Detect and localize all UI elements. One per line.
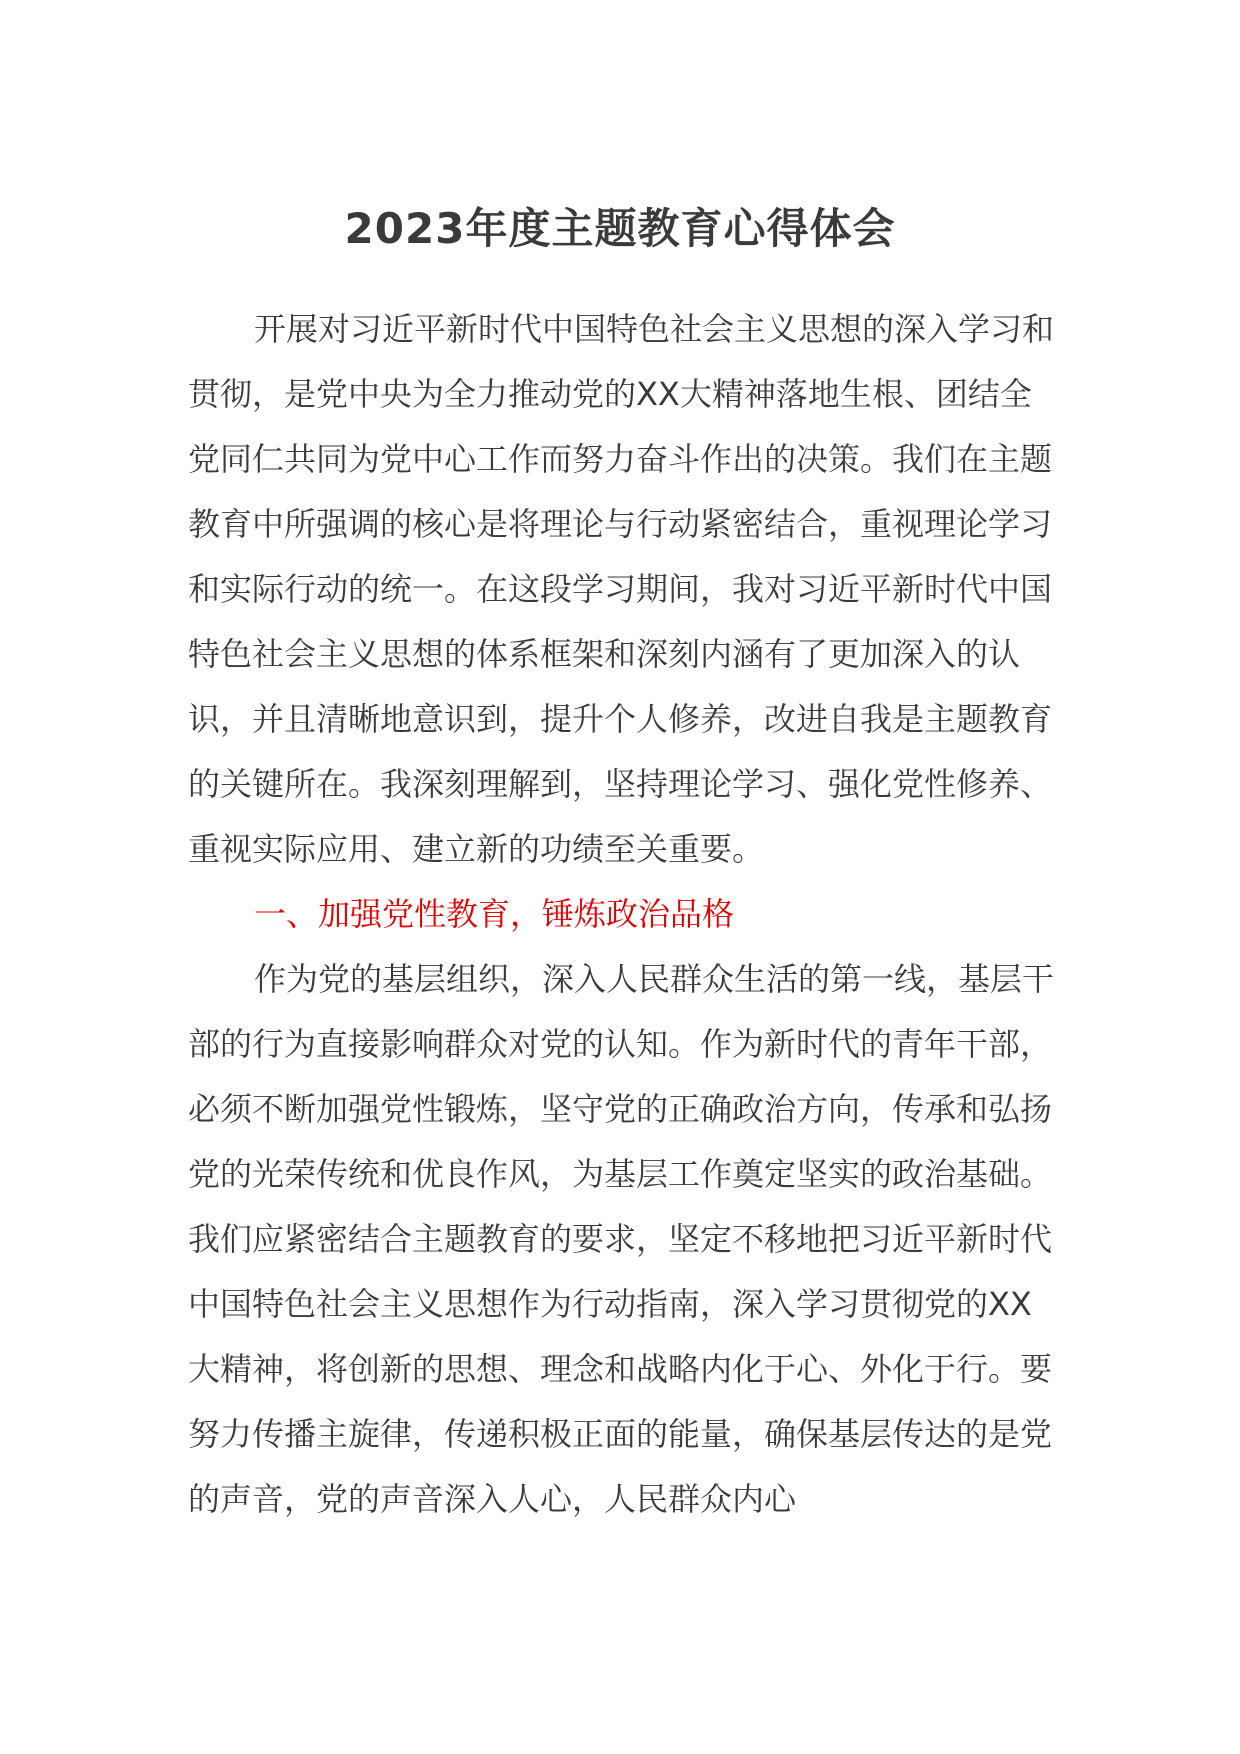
document-title: 2023年度主题教育心得体会	[344, 204, 896, 253]
section-heading-1: 一、加强党性教育，锤炼政治品格	[254, 895, 735, 933]
body-paragraph-1: 开展对习近平新时代中国特色社会主义思想的深入学习和贯彻，是党中央为全力推动党的XX大精神落地生根、团结全党同仁共同为党中心工作而努力奋斗作出的决策。我们在主题教育中所强调的核心是将理论与行动紧密结合，重视理论学习和实际行动的统一。在这段学习期间，我对习近平新时代中国特色社会主义思想的体系框架和深刻内涵有了更加深入的认识，并且清晰地意识到，提升个人修养，改进自我是主题教育的关键所在。我深刻理解到，坚持理论学习、强化党性修养、重视实际应用、建立新的功绩至关重要。	[188, 310, 1055, 868]
body-paragraph-2: 作为党的基层组织，深入人民群众生活的第一线，基层干部的行为直接影响群众对党的认知。作为新时代的青年干部，必须不断加强党性锻炼，坚守党的正确政治方向，传承和弘扬党的光荣传统和优良作风，为基层工作奠定坚实的政治基础。我们应紧密结合主题教育的要求，坚定不移地把习近平新时代中国特色社会主义思想作为行动指南，深入学习贯彻党的XX大精神，将创新的思想、理念和战略内化于心、外化于行。要努力传播主旋律，传递积极正面的能量，确保基层传达的是党的声音，党的声音深入人心，人民群众内心	[188, 960, 1055, 1518]
